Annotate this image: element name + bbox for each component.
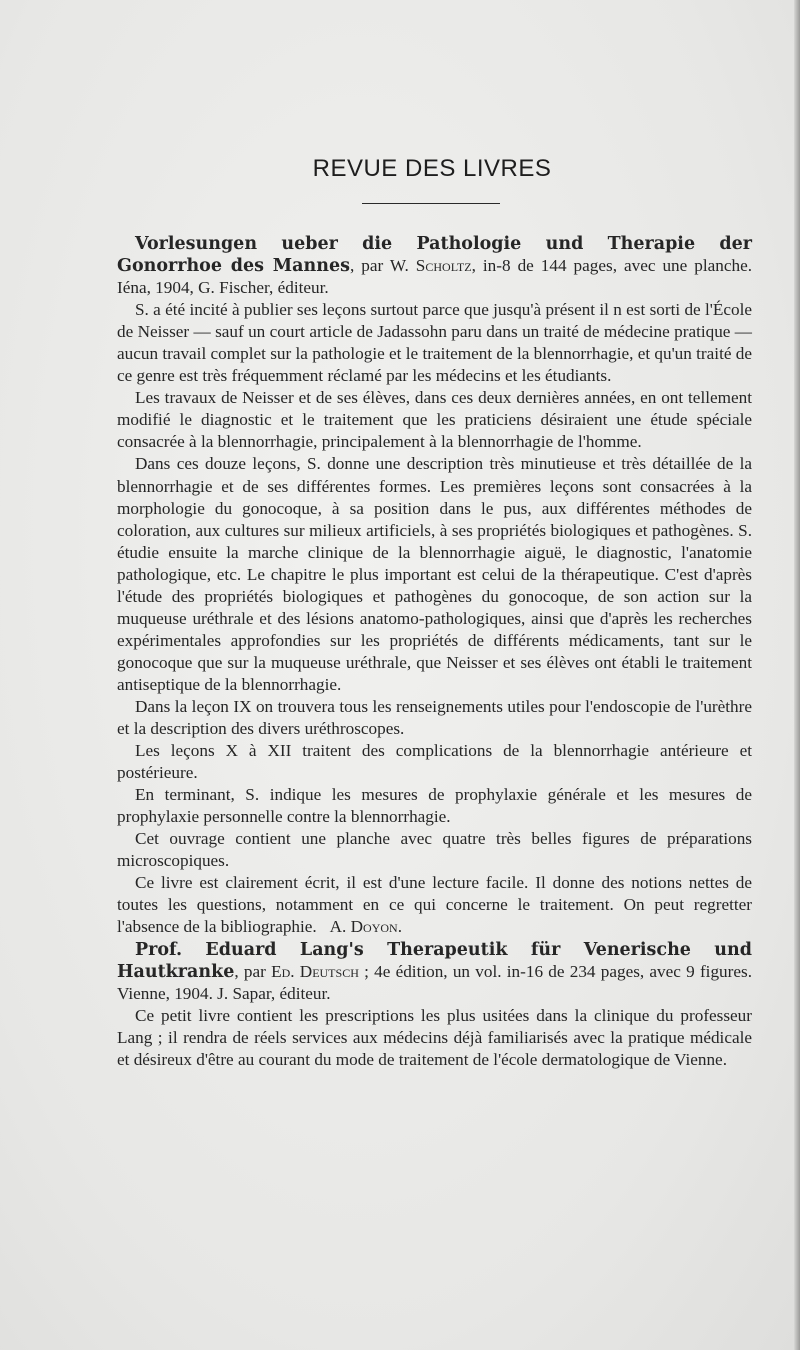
book-by: , par <box>234 961 272 981</box>
page-edge-shadow <box>794 0 800 1350</box>
review-paragraph: Ce petit livre contient les prescriptions les plus usitées dans la clinique du professeur Lang ; il rendra de réels services aux médecins déjà familiarisés avec la pratique médicale et désireux d'être au courant du mode de traitement de l'école dermatologique de Vienne. <box>117 1005 752 1069</box>
article-body <box>117 233 752 1071</box>
book-imprint: ; 4e édition, un vol. in-16 de 234 pages, avec 9 figures. Vienne, 1904. J. Sapar, éditeur. <box>117 961 752 1003</box>
book-author: Scholtz <box>415 256 472 276</box>
review-paragraph: Cet ouvrage contient une planche avec quatre très belles figures de préparations microscopiques. <box>117 829 752 871</box>
heading-rule <box>362 203 500 204</box>
book-author: Ed. Deutsch <box>271 961 359 981</box>
review-paragraph: Les leçons X à XII traitent des complications de la blennorrhagie antérieure et postérieure. <box>117 741 752 783</box>
book-title: Prof. Eduard Lang's Therapeutik für Venerische und Hautkranke <box>117 939 752 982</box>
review-paragraph: Dans la leçon IX on trouvera tous les renseignements utiles pour l'endoscopie de l'urèthre et la description des divers uréthroscopes. <box>117 696 752 739</box>
review-paragraph: En terminant, S. indique les mesures de prophylaxie générale et les mesures de prophylaxie personnelle contre la blennorrhagie. <box>117 785 752 827</box>
book-by: , par W. <box>349 256 416 276</box>
review-paragraph: Les travaux de Neisser et de ses élèves, dans ces deux dernières années, en ont tellement modifié le diagnostic et le traitement que les praticiens désiraient une étude spéciale consacrée à la blennorrhagie, principalement à la blennorrhagie de l'homme. <box>117 388 752 452</box>
section-heading: REVUE DES LIVRES <box>312 155 552 182</box>
review-header <box>117 939 752 1005</box>
review-paragraph: S. a été incité à publier ses leçons surtout parce que jusqu'à présent il n est sorti de l'École de Neisser — sauf un court article de Jadassohn paru dans un traité de médecine pratique — aucun travail complet sur la pathologie et le traitement de la blennorrhagie, et qu'un traité de ce genre est très fréquemment réclamé par les médecins et les étudiants. <box>117 300 752 386</box>
review-signature: A. Doyon. <box>329 917 403 937</box>
review-paragraph-text: Ce livre est clairement écrit, il est d'une lecture facile. Il donne des notions nettes de toutes les questions, notamment en ce qui concerne le traitement. On peut regretter l'absence de la bibliographie. <box>117 873 752 937</box>
book-title: Vorlesungen ueber die Pathologie und Therapie der Gonorrhoe des Mannes <box>117 234 752 277</box>
review-paragraph-last <box>117 872 752 938</box>
book-imprint: , in-8 de 144 pages, avec une planche. Iéna, 1904, G. Fischer, éditeur. <box>117 256 753 298</box>
review-header <box>117 233 752 299</box>
review-paragraph: Dans ces douze leçons, S. donne une description très minutieuse et très détaillée de la blennorrhagie et de ses différentes formes. Les premières leçons sont consacrées à la morphologie du gonocoque, à sa position dans le pus, aux différentes méthodes de coloration, aux cultures sur milieux artificiels, à ses propriétés biologiques et pathogènes. S. étudie ensuite la marche clinique de la blennorrhagie aiguë, le diagnostic, l'anatomie pathologique, etc. Le chapitre le plus important est celui de la thérapeutique. C'est d'après l'étude des propriétés biologiques et pathogènes du gonocoque, de son action sur la muqueuse uréthrale et des lésions anatomo-pathologiques, ainsi que d'après les recherches expérimentales approfondies sur les propriétés de différents médicaments, tant sur le gonocoque que sur la muqueuse uréthrale, que Neisser et ses élèves ont établi le traitement antiseptique de la blennorrhagie. <box>117 454 752 694</box>
